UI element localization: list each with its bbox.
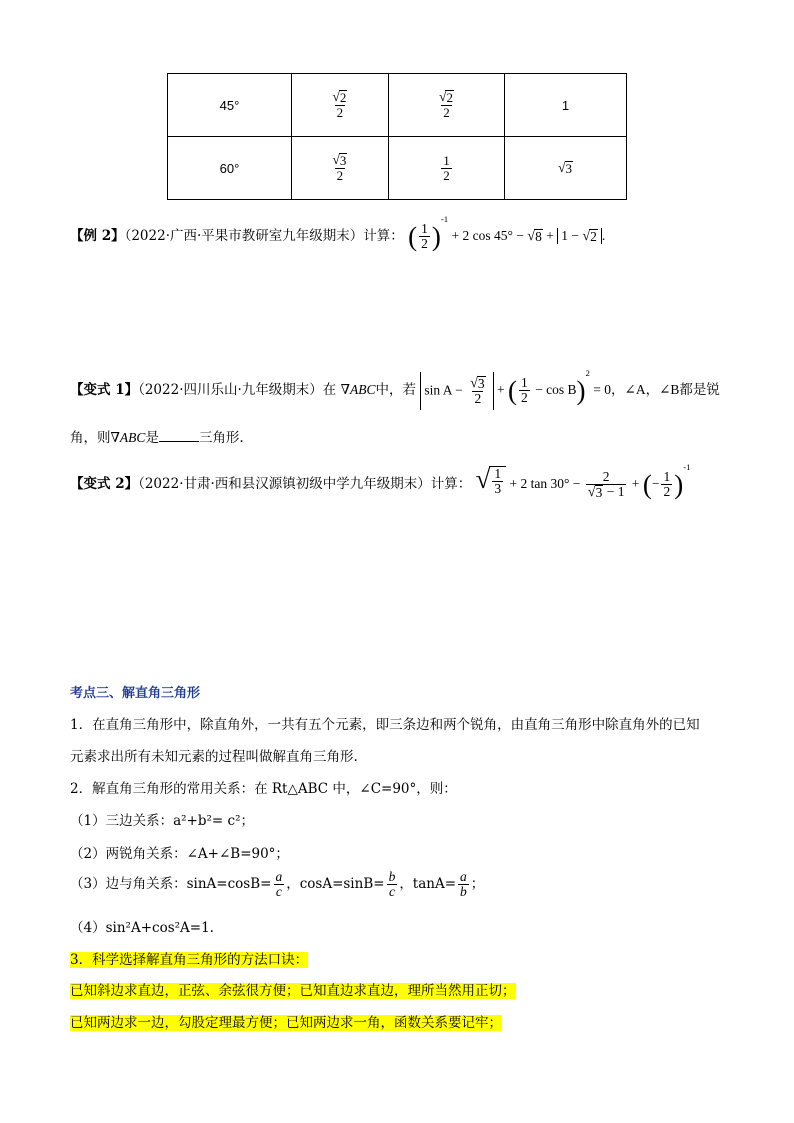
variant-2-source: （2022·甘肃·西和县汉源镇初级中学九年级期末）计算： — [138, 476, 472, 492]
item-2: （2）两锐角关系：∠A+∠B=90°； — [70, 846, 289, 862]
variant-1: 【变式 1】（2022·四川乐山·九年级期末）在 ∇ABC中，若 sin A − √ 3 2 + ( $\frac{1}{2}$ − cos B)$^2$ = 0，∠A，∠B都是锐 — [70, 368, 720, 410]
cos-cell: $\frac{1}{2}$ — [388, 137, 504, 200]
table-row — [168, 74, 627, 137]
paragraph-1b: 元素求出所有未知元素的过程叫做解直角三角形. — [70, 749, 358, 765]
tan-cell: √ 3 — [505, 137, 627, 200]
table-row — [168, 137, 627, 200]
variant-2 — [70, 462, 691, 500]
item-3: （3）边与角关系：sinA=cosB= $\frac{a}{c}$ ，cosA=sinB= $\frac{b}{c}$ ，tanA= $\frac{a}{b}$ ； — [70, 869, 485, 900]
angle-cell: 45° — [168, 74, 292, 137]
tan-cell: 1 — [505, 74, 627, 137]
item-4: （4）sin²A+cos²A=1. — [70, 920, 214, 936]
variant-1-tag: 【变式 1】 — [70, 382, 139, 398]
paragraph-2: 2．解直角三角形的常用关系：在 Rt△ABC 中，∠C=90°，则： — [70, 781, 457, 797]
sin-cell: √ 2 2 — [291, 74, 388, 137]
sin-cell: √ 3 2 — [291, 137, 388, 200]
highlight-line-1: 3．科学选择解直角三角形的方法口诀： — [70, 952, 309, 968]
highlight-line-3: 已知两边求一边，勾股定理最方便；已知两边求一角，函数关系要记牢； — [70, 1015, 502, 1031]
example-2-source: （2022·广西·平果市教研室九年级期末）计算： — [124, 228, 404, 244]
variant-1-source: （2022·四川乐山·九年级期末）在 — [138, 382, 337, 398]
paragraph-1a: 1．在直角三角形中，除直角外，一共有五个元素，即三条边和两个锐角，由直角三角形中除直角外的已知 — [70, 717, 700, 733]
variant-1-line-2: 角，则∇ABC是 三角形. — [70, 430, 244, 446]
answer-blank[interactable] — [159, 441, 199, 442]
item-1: （1）三边关系：a²+b²= c²； — [70, 813, 254, 829]
cos-cell: √ 2 2 — [388, 74, 504, 137]
example-2-formula: ( $\frac{1}{2}$ )$^{-1}$ + 2 cos 45° − √ 8 + 1 − √ 2 . — [408, 214, 606, 252]
variant-2-formula: √ $\frac{1}{3}$ + 2 tan 30° − 2 √ 3 − 1 + (− $\frac{1}{2}$ )$^{-1}$ — [475, 462, 691, 500]
variant-2-tag: 【变式 2】 — [70, 476, 139, 492]
variant-1-formula: sin A − √ 3 2 + ( $\frac{1}{2}$ − cos B)$^2$ = 0，∠A，∠B都是锐 — [420, 382, 720, 397]
example-2 — [70, 214, 605, 252]
angle-cell: 60° — [168, 137, 292, 200]
highlight-line-2: 已知斜边求直边，正弦、余弦很方便；已知直边求直边，理所当然用正切； — [70, 983, 516, 999]
trig-table — [167, 73, 627, 200]
example-2-tag: 【例 2】 — [70, 228, 125, 244]
section-heading: 考点三、解直角三角形 — [70, 686, 201, 701]
